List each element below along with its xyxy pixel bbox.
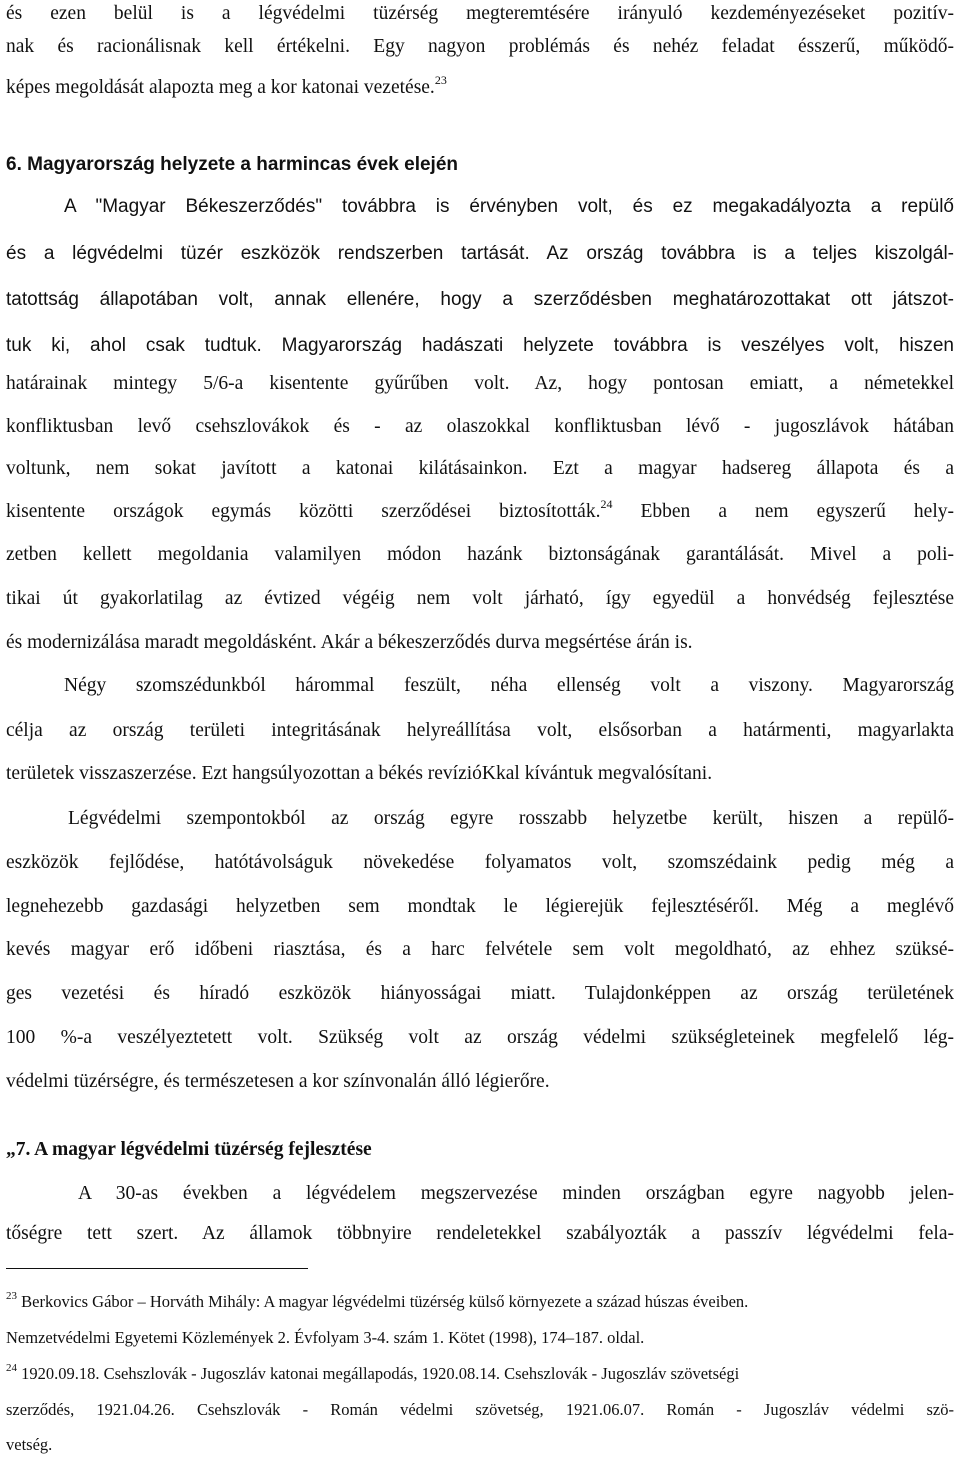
footnote-mark: 23 — [6, 1289, 17, 1302]
body-line: célja az ország területi integritásának helyreállítása volt, elsősorban a határmenti, magyarlakta — [6, 720, 954, 741]
body-line: területek visszaszerzése. Ezt hangsúlyozottan a békés revízióKkal kívántuk megvalósítani. — [6, 763, 713, 784]
body-line: ges vezetési és híradó eszközök hiányosságai miatt. Tulajdonképpen az ország területének — [6, 983, 954, 1004]
section-heading: „7. A magyar légvédelmi tüzérség fejlesztése — [6, 1139, 372, 1160]
body-line-text: Magyarország hadászati helyzete továbbra is veszélyes volt, hiszen — [281, 335, 954, 356]
body-line: és ezen belül is a légvédelmi tüzérség megteremtésére irányuló kezdeményezéseket pozitív- — [6, 3, 954, 24]
body-line — [6, 74, 954, 102]
body-line: határainak mintegy 5/6-a kisentente gyűrűben volt. Az, hogy pontosan emiatt, a németekkel — [6, 373, 954, 394]
body-line: Négy szomszédunkból hárommal feszült, néha ellenség volt a viszony. Magyarország — [64, 675, 954, 696]
body-line-text: kisentente országok egymás közötti szerződései biztosították. — [6, 501, 601, 522]
footnote-separator — [6, 1268, 308, 1269]
body-line: nak és racionálisnak kell értékelni. Egy nagyon problémás és nehéz feladat ésszerű, működő- — [6, 36, 954, 57]
footnote-line: Nemzetvédelmi Egyetemi Közlemények 2. Évfolyam 3-4. szám 1. Kötet (1998), 174–187. oldal. — [6, 1328, 645, 1347]
body-line: tikai út gyakorlatilag az évtized végéig nem volt járható, így egyedül a honvédség fejlesztése — [6, 588, 954, 609]
body-line: voltunk, nem sokat javított a katonai kilátásainkon. Ezt a magyar hadsereg állapota és a — [6, 458, 954, 479]
body-line: eszközök fejlődése, hatótávolságuk növekedése folyamatos volt, szomszédaink pedig még a — [6, 852, 954, 873]
body-line — [6, 332, 954, 360]
body-line-text: képes megoldását alapozta meg a kor katonai vezetése. — [6, 77, 435, 98]
footnote — [6, 1290, 954, 1314]
footnote — [6, 1362, 954, 1386]
footnote-ref: 24 — [600, 496, 613, 511]
body-line: tatottság állapotában volt, annak ellenére, hogy a szerződésben meghatározottakat ott játszot- — [6, 289, 954, 310]
footnote-text: 1920.09.18. Csehszlovák - Jugoszláv katonai megállapodás, 1920.08.14. Csehszlovák - Jugoszláv szövetségi — [17, 1364, 740, 1383]
body-line-text: tuk ki, ahol csak tudtuk. — [6, 335, 262, 356]
body-line: védelmi tüzérségre, és természetesen a kor színvonalán álló légierőre. — [6, 1071, 550, 1092]
footnote-line: vetség. — [6, 1435, 53, 1454]
section-heading: 6. Magyarország helyzete a harmincas évek elején — [6, 154, 459, 175]
body-line: legnehezebb gazdasági helyzetben sem mondtak le légierejük fejlesztéséről. Még a meglévő — [6, 896, 954, 917]
body-line — [6, 498, 954, 526]
body-line — [6, 240, 954, 268]
body-line-text: Az ország továbbra is a teljes kiszolgál- — [546, 243, 954, 264]
footnote-mark: 24 — [6, 1361, 17, 1374]
body-line-text: és a légvédelmi tüzér eszközök rendszerben tartását. — [6, 243, 530, 264]
body-line-text: Ebben a nem egyszerű hely- — [612, 501, 954, 522]
footnote-text: Berkovics Gábor – Horváth Mihály: A magyar légvédelmi tüzérség külső környezete a század húszas éveiben. — [17, 1292, 749, 1311]
body-line: A "Magyar Békeszerződés" továbbra is érvényben volt, és ez megakadályozta a repülő — [64, 196, 954, 217]
body-line: és modernizálása maradt megoldásként. Akár a békeszerződés durva megsértése árán is. — [6, 632, 693, 653]
body-line: konfliktusban levő csehszlovákok és - az olaszokkal konfliktusban lévő - jugoszlávok hátában — [6, 416, 954, 437]
body-line: Légvédelmi szempontokból az ország egyre rosszabb helyzetbe került, hiszen a repülő- — [68, 808, 954, 829]
body-line: zetben kellett megoldania valamilyen módon hazánk biztonságának garantálását. Mivel a poli- — [6, 544, 954, 565]
body-line: A 30-as években a légvédelem megszervezése minden országban egyre nagyobb jelen- — [78, 1183, 954, 1204]
footnote-ref: 23 — [434, 72, 447, 87]
body-line: kevés magyar erő időbeni riasztása, és a harc felvétele sem volt megoldható, az ehhez szüksé- — [6, 939, 954, 960]
footnote-line: szerződés, 1921.04.26. Csehszlovák - Román védelmi szövetség, 1921.06.07. Román - Jugoszláv védelmi szö- — [6, 1400, 954, 1419]
body-line: tőségre tett szert. Az államok többnyire rendeletekkel szabályozták a passzív légvédelmi fela- — [6, 1223, 954, 1244]
body-line: 100 %-a veszélyeztetett volt. Szükség volt az ország védelmi szükségleteinek megfelelő lég- — [6, 1027, 954, 1048]
